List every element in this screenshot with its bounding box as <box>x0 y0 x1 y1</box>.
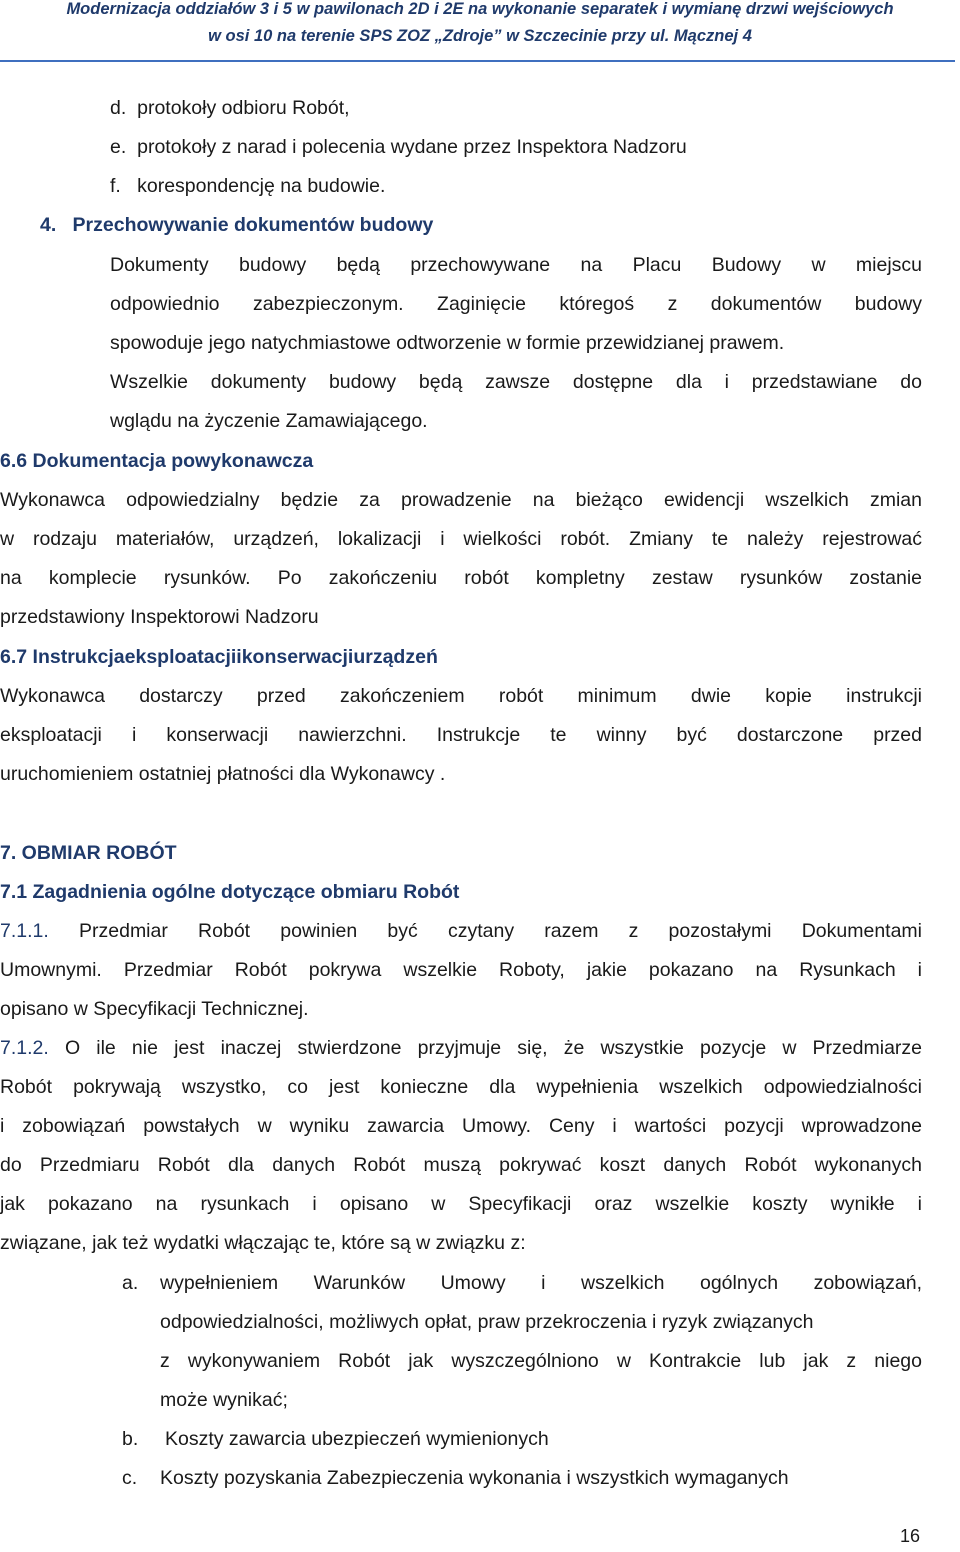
paragraph-line: w rodzaju materiałów, urządzeń, lokalizacji i wielkości robót. Zmiany te należy rejestrować <box>0 528 922 550</box>
paragraph-line <box>0 1036 922 1060</box>
paragraph-line: Wszelkie dokumenty budowy będą zawsze dostępne dla i przedstawiane do <box>110 371 922 393</box>
list-item-d <box>110 96 350 120</box>
paragraph-line: jak pokazano na rysunkach i opisano w Specyfikacji oraz wszelkie koszty wynikłe i <box>0 1193 922 1215</box>
list-marker: a. <box>122 1272 139 1294</box>
list-item-c: Koszty pozyskania Zabezpieczenia wykonania i wszystkich wymaganych <box>160 1467 789 1489</box>
paragraph-line: do Przedmiaru Robót dla danych Robót muszą pokrywać koszt danych Robót wykonanych <box>0 1154 922 1176</box>
paragraph-line: eksploatacji i konserwacji nawierzchni. Instrukcje te winny być dostarczone przed <box>0 724 922 746</box>
list-item-a-line: z wykonywaniem Robót jak wyszczególniono w Kontrakcie lub jak z niego <box>160 1350 922 1372</box>
paragraph-line: przedstawiony Inspektorowi Nadzoru <box>0 606 319 628</box>
paragraph-line: opisano w Specyfikacji Technicznej. <box>0 998 309 1020</box>
section-6-7-heading: 6.7 Instrukcjaeksploatacjiikonserwacjiurządzeń <box>0 646 438 668</box>
page-header <box>0 0 960 64</box>
paragraph-text: Przedmiar Robót powinien być czytany razem z pozostałymi Dokumentami <box>79 920 922 942</box>
paragraph-line: uruchomieniem ostatniej płatności dla Wykonawcy . <box>0 763 446 785</box>
list-item-b: Koszty zawarcia ubezpieczeń wymienionych <box>165 1428 549 1450</box>
list-marker: e. <box>110 136 127 158</box>
paragraph-line: Wykonawca dostarczy przed zakończeniem robót minimum dwie kopie instrukcji <box>0 685 922 707</box>
section-4-heading <box>40 213 433 237</box>
paragraph-text: O ile nie jest inaczej stwierdzone przyjmuje się, że wszystkie pozycje w Przedmiarze <box>64 1037 922 1059</box>
list-text: korespondencję na budowie. <box>137 175 386 197</box>
paragraph-line: Umownymi. Przedmiar Robót pokrywa wszelkie Roboty, jakie pokazano na Rysunkach i <box>0 959 922 981</box>
paragraph-line: na komplecie rysunków. Po zakończeniu robót kompletny zestaw rysunków zostanie <box>0 567 922 589</box>
header-rule <box>0 60 955 62</box>
list-marker: d. <box>110 97 127 119</box>
paragraph-line: odpowiednio zabezpieczonym. Zaginięcie któregoś z dokumentów budowy <box>110 293 922 315</box>
paragraph-number: 7.1.2. <box>0 1037 49 1059</box>
list-marker: c. <box>122 1467 138 1489</box>
section-6-6-heading: 6.6 Dokumentacja powykonawcza <box>0 450 314 472</box>
list-text: protokoły z narad i polecenia wydane przez Inspektora Nadzoru <box>137 136 687 158</box>
list-text: protokoły odbioru Robót, <box>137 97 350 119</box>
section-number: 4. <box>40 214 57 236</box>
paragraph-line: Robót pokrywają wszystko, co jest konieczne dla wypełnienia wszelkich odpowiedzialności <box>0 1076 922 1098</box>
paragraph-line: wglądu na życzenie Zamawiającego. <box>110 410 428 432</box>
list-marker: b. <box>122 1428 139 1450</box>
section-title: Przechowywanie dokumentów budowy <box>72 214 434 236</box>
list-item-e <box>110 135 687 159</box>
section-7-heading: 7. OBMIAR ROBÓT <box>0 842 177 864</box>
header-line-2: w osi 10 na terenie SPS ZOZ „Zdroje” w Szczecinie przy ul. Mącznej 4 <box>208 27 752 45</box>
header-line-1: Modernizacja oddziałów 3 i 5 w pawilonach 2D i 2E na wykonanie separatek i wymianę drzwi wejściowych <box>66 0 894 18</box>
paragraph-number: 7.1.1. <box>0 920 49 942</box>
list-marker: f. <box>110 175 121 197</box>
paragraph-line: Dokumenty budowy będą przechowywane na Placu Budowy w miejscu <box>110 254 922 276</box>
list-item-a-line: może wynikać; <box>160 1389 288 1411</box>
list-item-a-line: wypełnieniem Warunków Umowy i wszelkich ogólnych zobowiązań, <box>160 1272 922 1294</box>
paragraph-line: i zobowiązań powstałych w wyniku zawarcia Umowy. Ceny i wartości pozycji wprowadzone <box>0 1115 922 1137</box>
paragraph-line <box>0 919 922 943</box>
section-7-1-heading: 7.1 Zagadnienia ogólne dotyczące obmiaru Robót <box>0 881 460 903</box>
list-item-a-line: odpowiedzialności, możliwych opłat, praw przekroczenia i ryzyk związanych <box>160 1311 814 1333</box>
paragraph-line: Wykonawca odpowiedzialny będzie za prowadzenie na bieżąco ewidencji wszelkich zmian <box>0 489 922 511</box>
paragraph-line: związane, jak też wydatki włączając te, które są w związku z: <box>0 1232 526 1254</box>
paragraph-line: spowoduje jego natychmiastowe odtworzenie w formie przewidzianej prawem. <box>110 332 785 354</box>
list-item-f <box>110 174 385 198</box>
page-number: 16 <box>900 1526 921 1546</box>
